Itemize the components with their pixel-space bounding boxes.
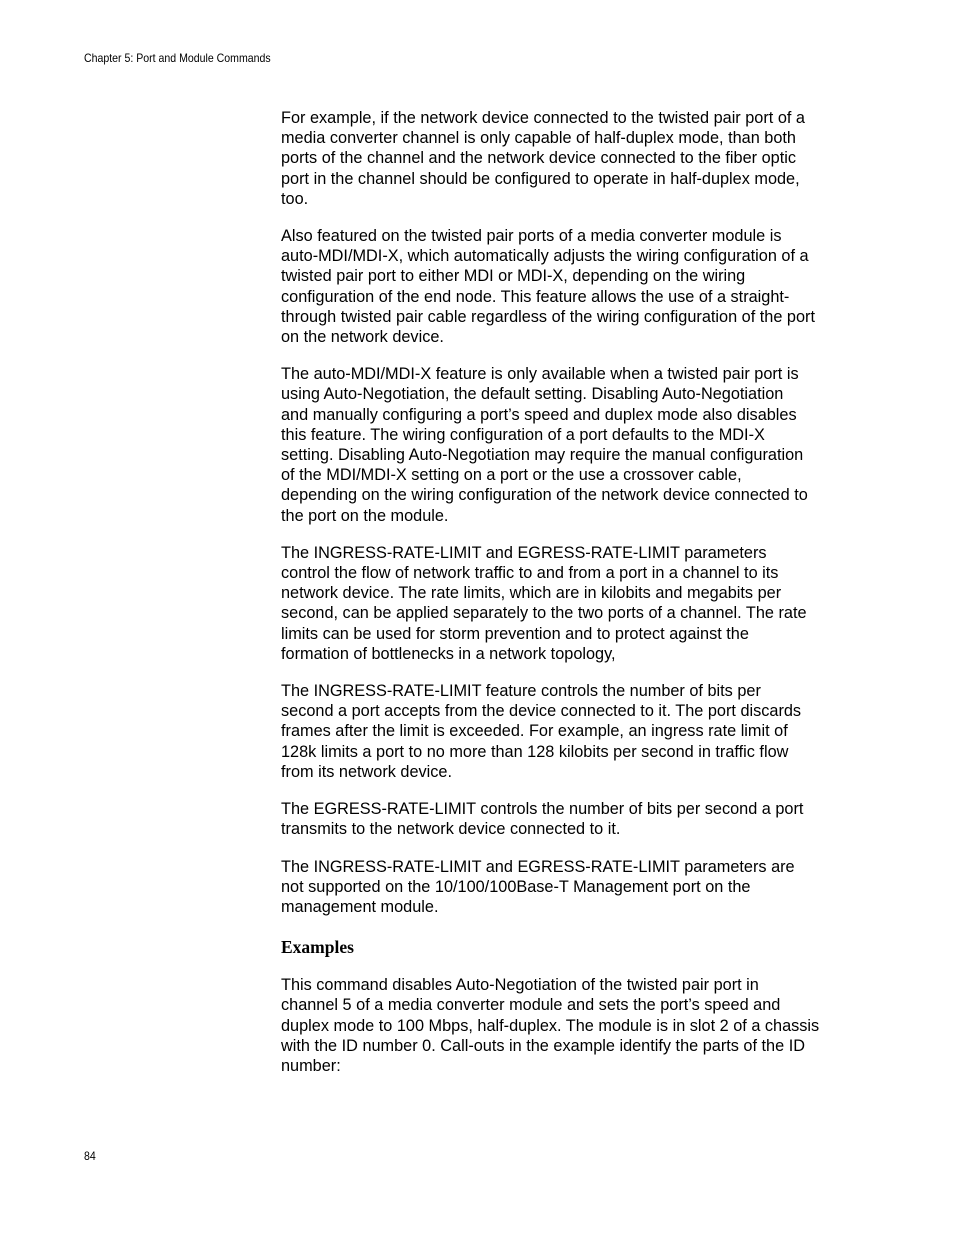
paragraph-auto-mdi-feature: Also featured on the twisted pair ports of a media converter module is auto-MDI/MDI-X, which automatically adjusts the wiring configuration of a twisted pair port to either MDI or MDI-X, depending on the wiring configuration of the end node. This feature allows the use of a straight- through twisted pair cable regardless of the wiring configuration of the port on the network device. [281,227,815,347]
page-number: 84 [84,1149,96,1163]
paragraph-rate-limit-parameters: The INGRESS-RATE-LIMIT and EGRESS-RATE-LIMIT parameters control the flow of network traffic to and from a port in a channel to its network device. The rate limits, which are in kilobits and megabits per second, can be applied separately to the two ports of a channel. The rate limits can be used for storm prevention and to protect against the formation of bottlenecks in a network topology, [281,543,807,663]
page-body [281,108,847,1093]
paragraph-rate-limit-unsupported: The INGRESS-RATE-LIMIT and EGRESS-RATE-LIMIT parameters are not supported on the 10/100/100Base-T Management port on the management module. [281,857,795,916]
paragraph-egress-rate-limit: The EGRESS-RATE-LIMIT controls the number of bits per second a port transmits to the network device connected to it. [281,800,804,839]
paragraph-ingress-rate-limit: The INGRESS-RATE-LIMIT feature controls the number of bits per second a port accepts from the device connected to it. The port discards frames after the limit is exceeded. For example, an ingress rate limit of 128k limits a port to no more than 128 kilobits per second in traffic flow from its network device. [281,682,802,781]
paragraph-half-duplex-example: For example, if the network device connected to the twisted pair port of a media converter channel is only capable of half-duplex mode, than both ports of the channel and the network device connected to the fiber optic port in the channel should be configured to operate in half-duplex mode, too. [281,109,805,208]
running-header: Chapter 5: Port and Module Commands [84,51,271,65]
paragraph-examples-description: This command disables Auto-Negotiation of the twisted pair port in channel 5 of a media converter module and sets the port’s speed and duplex mode to 100 Mbps, half-duplex. The module is in slot 2 of a chassis with the ID number 0. Call-outs in the example identify the parts of the ID number: [281,976,820,1075]
examples-heading: Examples [281,937,354,958]
paragraph-auto-mdi-availability: The auto-MDI/MDI-X feature is only available when a twisted pair port is using Auto-Negotiation, the default setting. Disabling Auto-Negotiation and manually configuring a port’s speed and duplex mode also disables this feature. The wiring configuration of a port defaults to the MDI-X setting. Disabling Auto-Negotiation may require the manual configuration of the MDI/MDI-X setting on a port or the use a crossover cable, depending on the wiring configuration of the network device connected to the port on the module. [281,365,808,525]
